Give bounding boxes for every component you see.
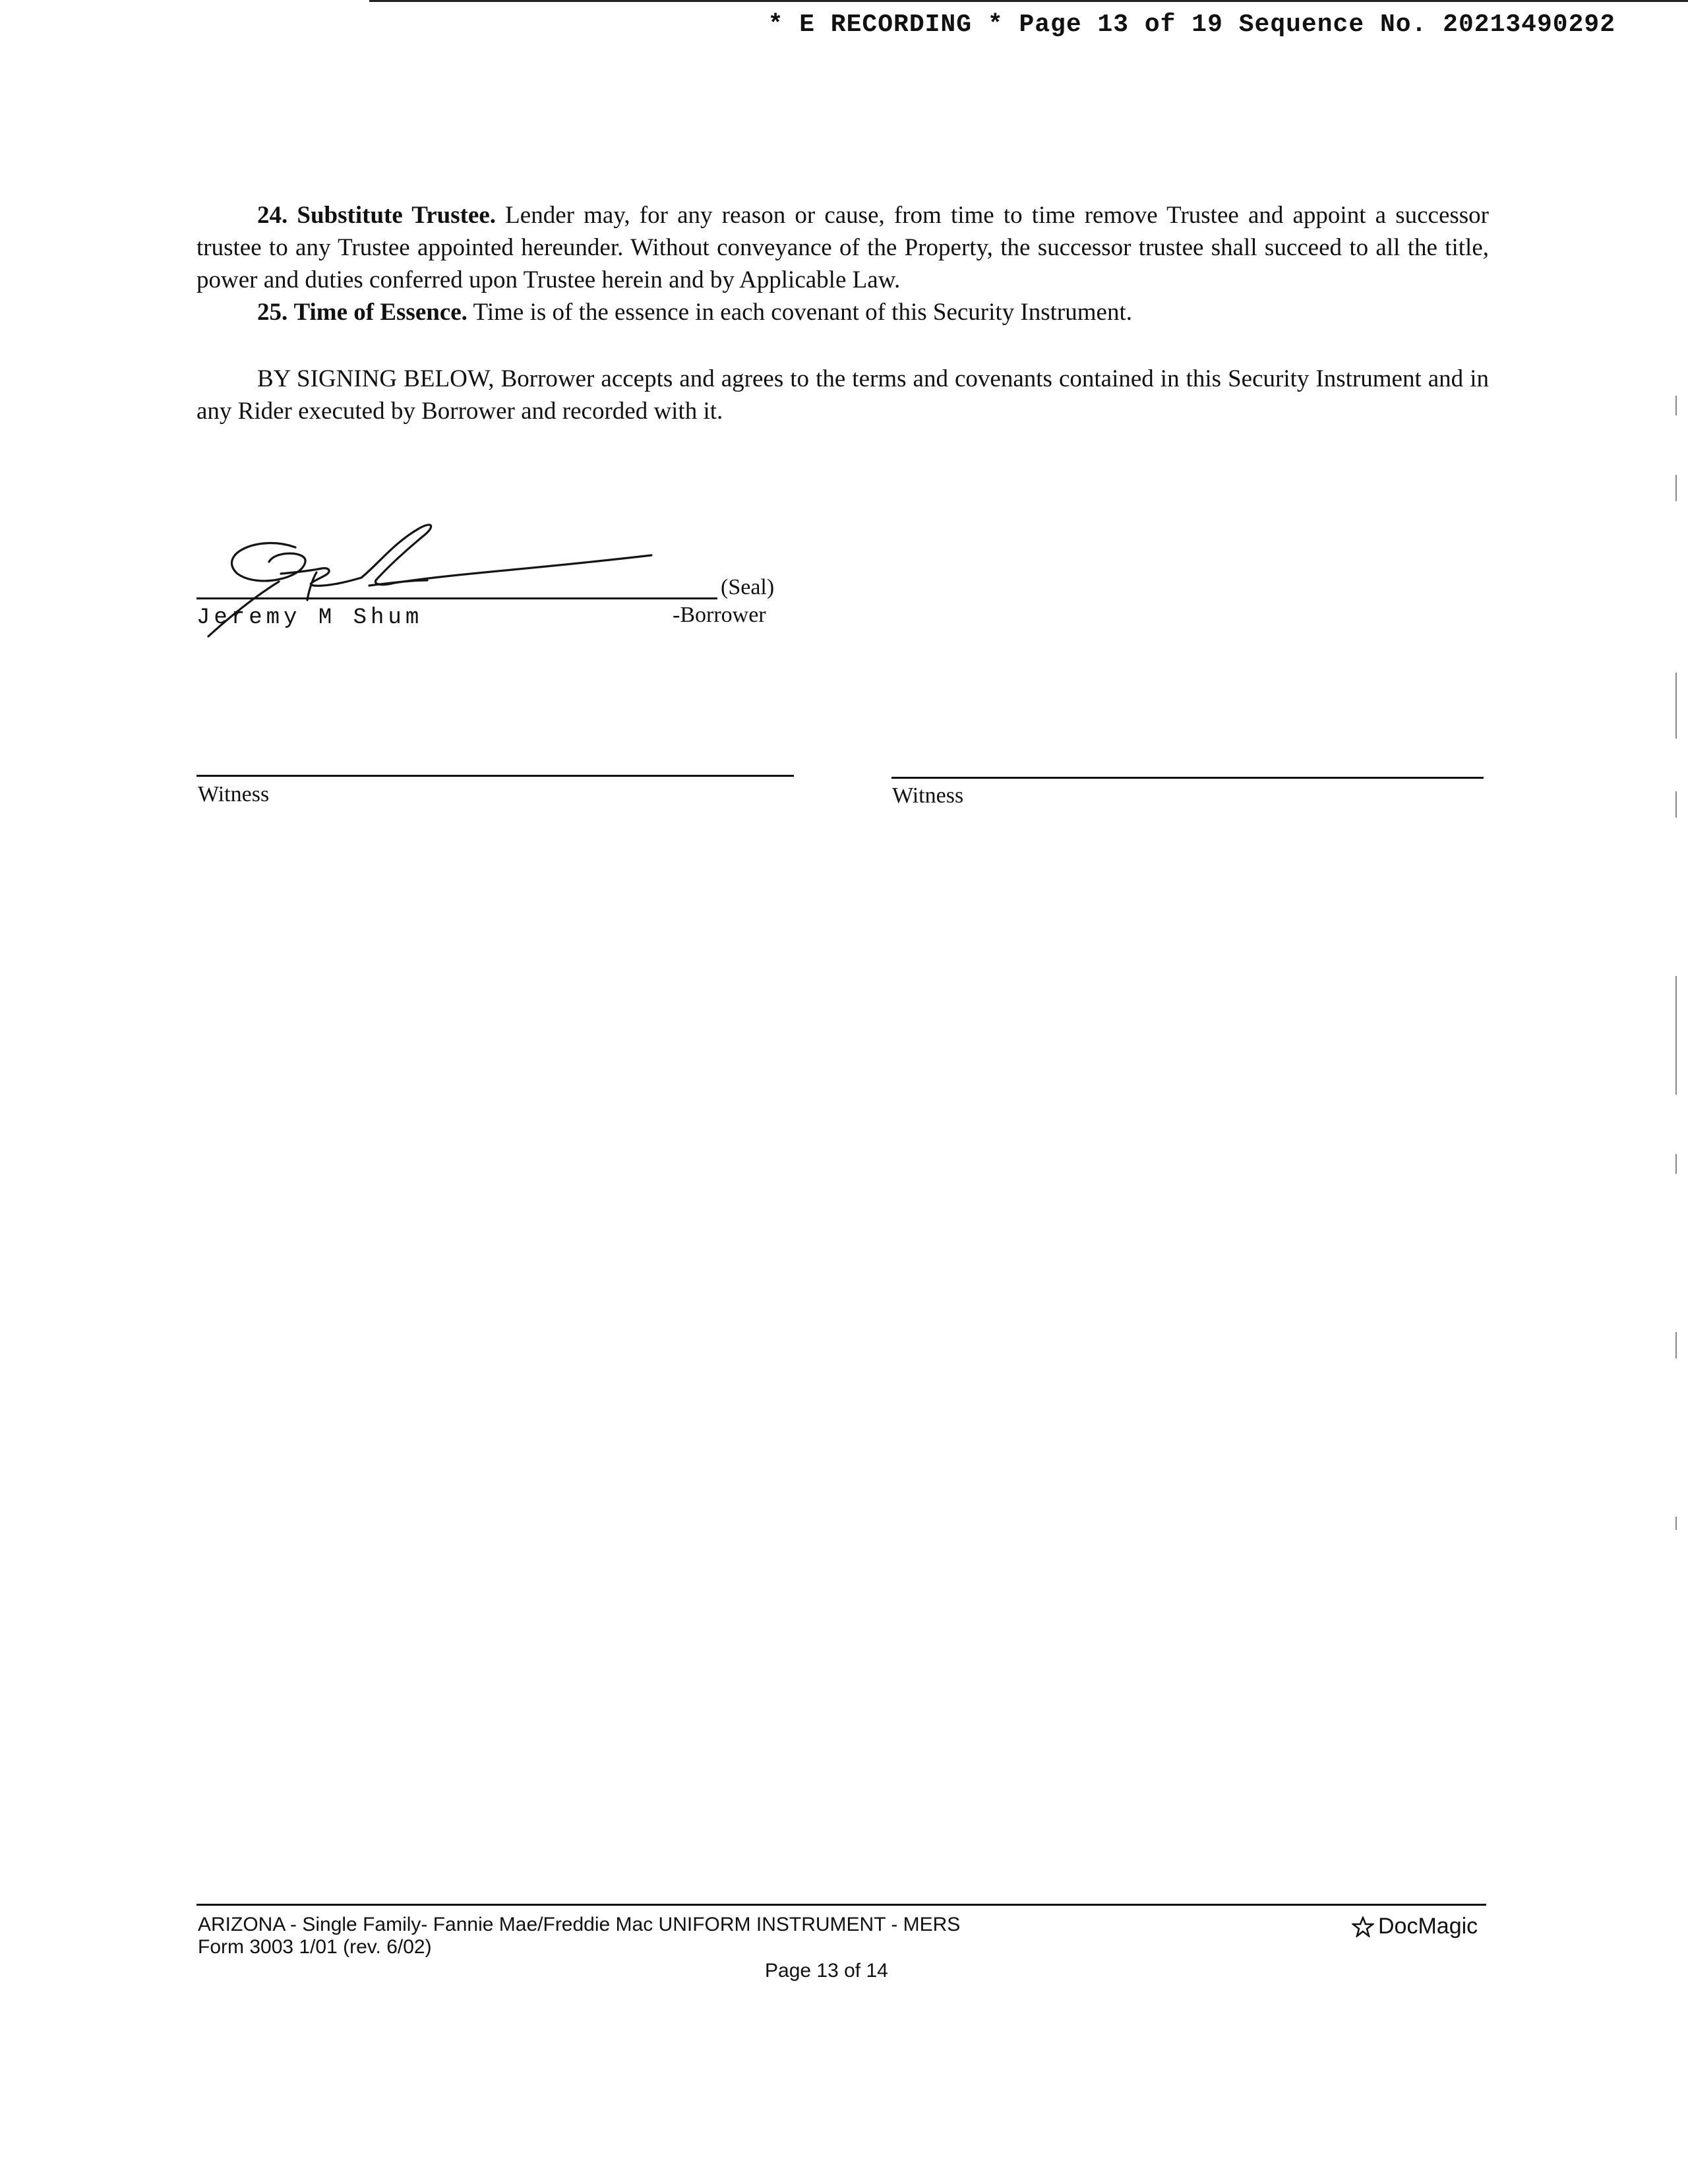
witness-line-right bbox=[891, 777, 1484, 779]
footer-rule bbox=[196, 1904, 1486, 1906]
scan-edge-artefact bbox=[1675, 396, 1677, 1846]
signing-statement bbox=[196, 363, 1489, 427]
witness-line-left bbox=[196, 775, 794, 777]
docmagic-logo bbox=[1352, 1914, 1478, 1939]
section-25-time-of-essence bbox=[196, 296, 1489, 328]
borrower-signature-block bbox=[196, 508, 790, 640]
section-25-text: Time is of the essence in each covenant of this Security Instrument. bbox=[473, 299, 1132, 326]
section-24-text: Lender may, for any reason or cause, from time to time remove Trustee and appoint a successor trustee to any Trustee appointed hereunder. Without conveyance of the Property, the successor trustee shall succeed to all the title, power and duties conferred upon Trustee herein and by Applicable Law. bbox=[196, 202, 1489, 293]
witness-label-right: Witness bbox=[892, 783, 964, 808]
section-25-heading: Time of Essence. bbox=[293, 299, 467, 326]
footer-form-number: Form 3003 1/01 (rev. 6/02) bbox=[198, 1936, 432, 1958]
footer-page-number: Page 13 of 14 bbox=[765, 1960, 888, 1982]
borrower-role: -Borrower bbox=[673, 603, 766, 627]
borrower-name: Jeremy M Shum bbox=[196, 605, 423, 630]
section-24-number: 24. bbox=[257, 202, 288, 229]
docmagic-brand-text: DocMagic bbox=[1378, 1914, 1478, 1939]
top-rule bbox=[369, 0, 1688, 2]
signature-line bbox=[196, 597, 717, 599]
recording-header: * E RECORDING * Page 13 of 19 Sequence No. 20213490292 bbox=[768, 11, 1615, 39]
footer-form-title: ARIZONA - Single Family- Fannie Mae/Freddie Mac UNIFORM INSTRUMENT - MERS bbox=[198, 1914, 961, 1935]
section-24-substitute-trustee bbox=[196, 199, 1489, 296]
star-icon bbox=[1352, 1916, 1374, 1937]
section-25-number: 25. bbox=[257, 299, 288, 326]
witness-label-left: Witness bbox=[198, 782, 270, 806]
section-24-heading: Substitute Trustee. bbox=[297, 202, 497, 229]
signing-statement-text: BY SIGNING BELOW, Borrower accepts and agrees to the terms and covenants contained in this Security Instrument and in any Rider executed by Borrower and recorded with it. bbox=[196, 365, 1489, 425]
seal-label: (Seal) bbox=[721, 575, 775, 599]
